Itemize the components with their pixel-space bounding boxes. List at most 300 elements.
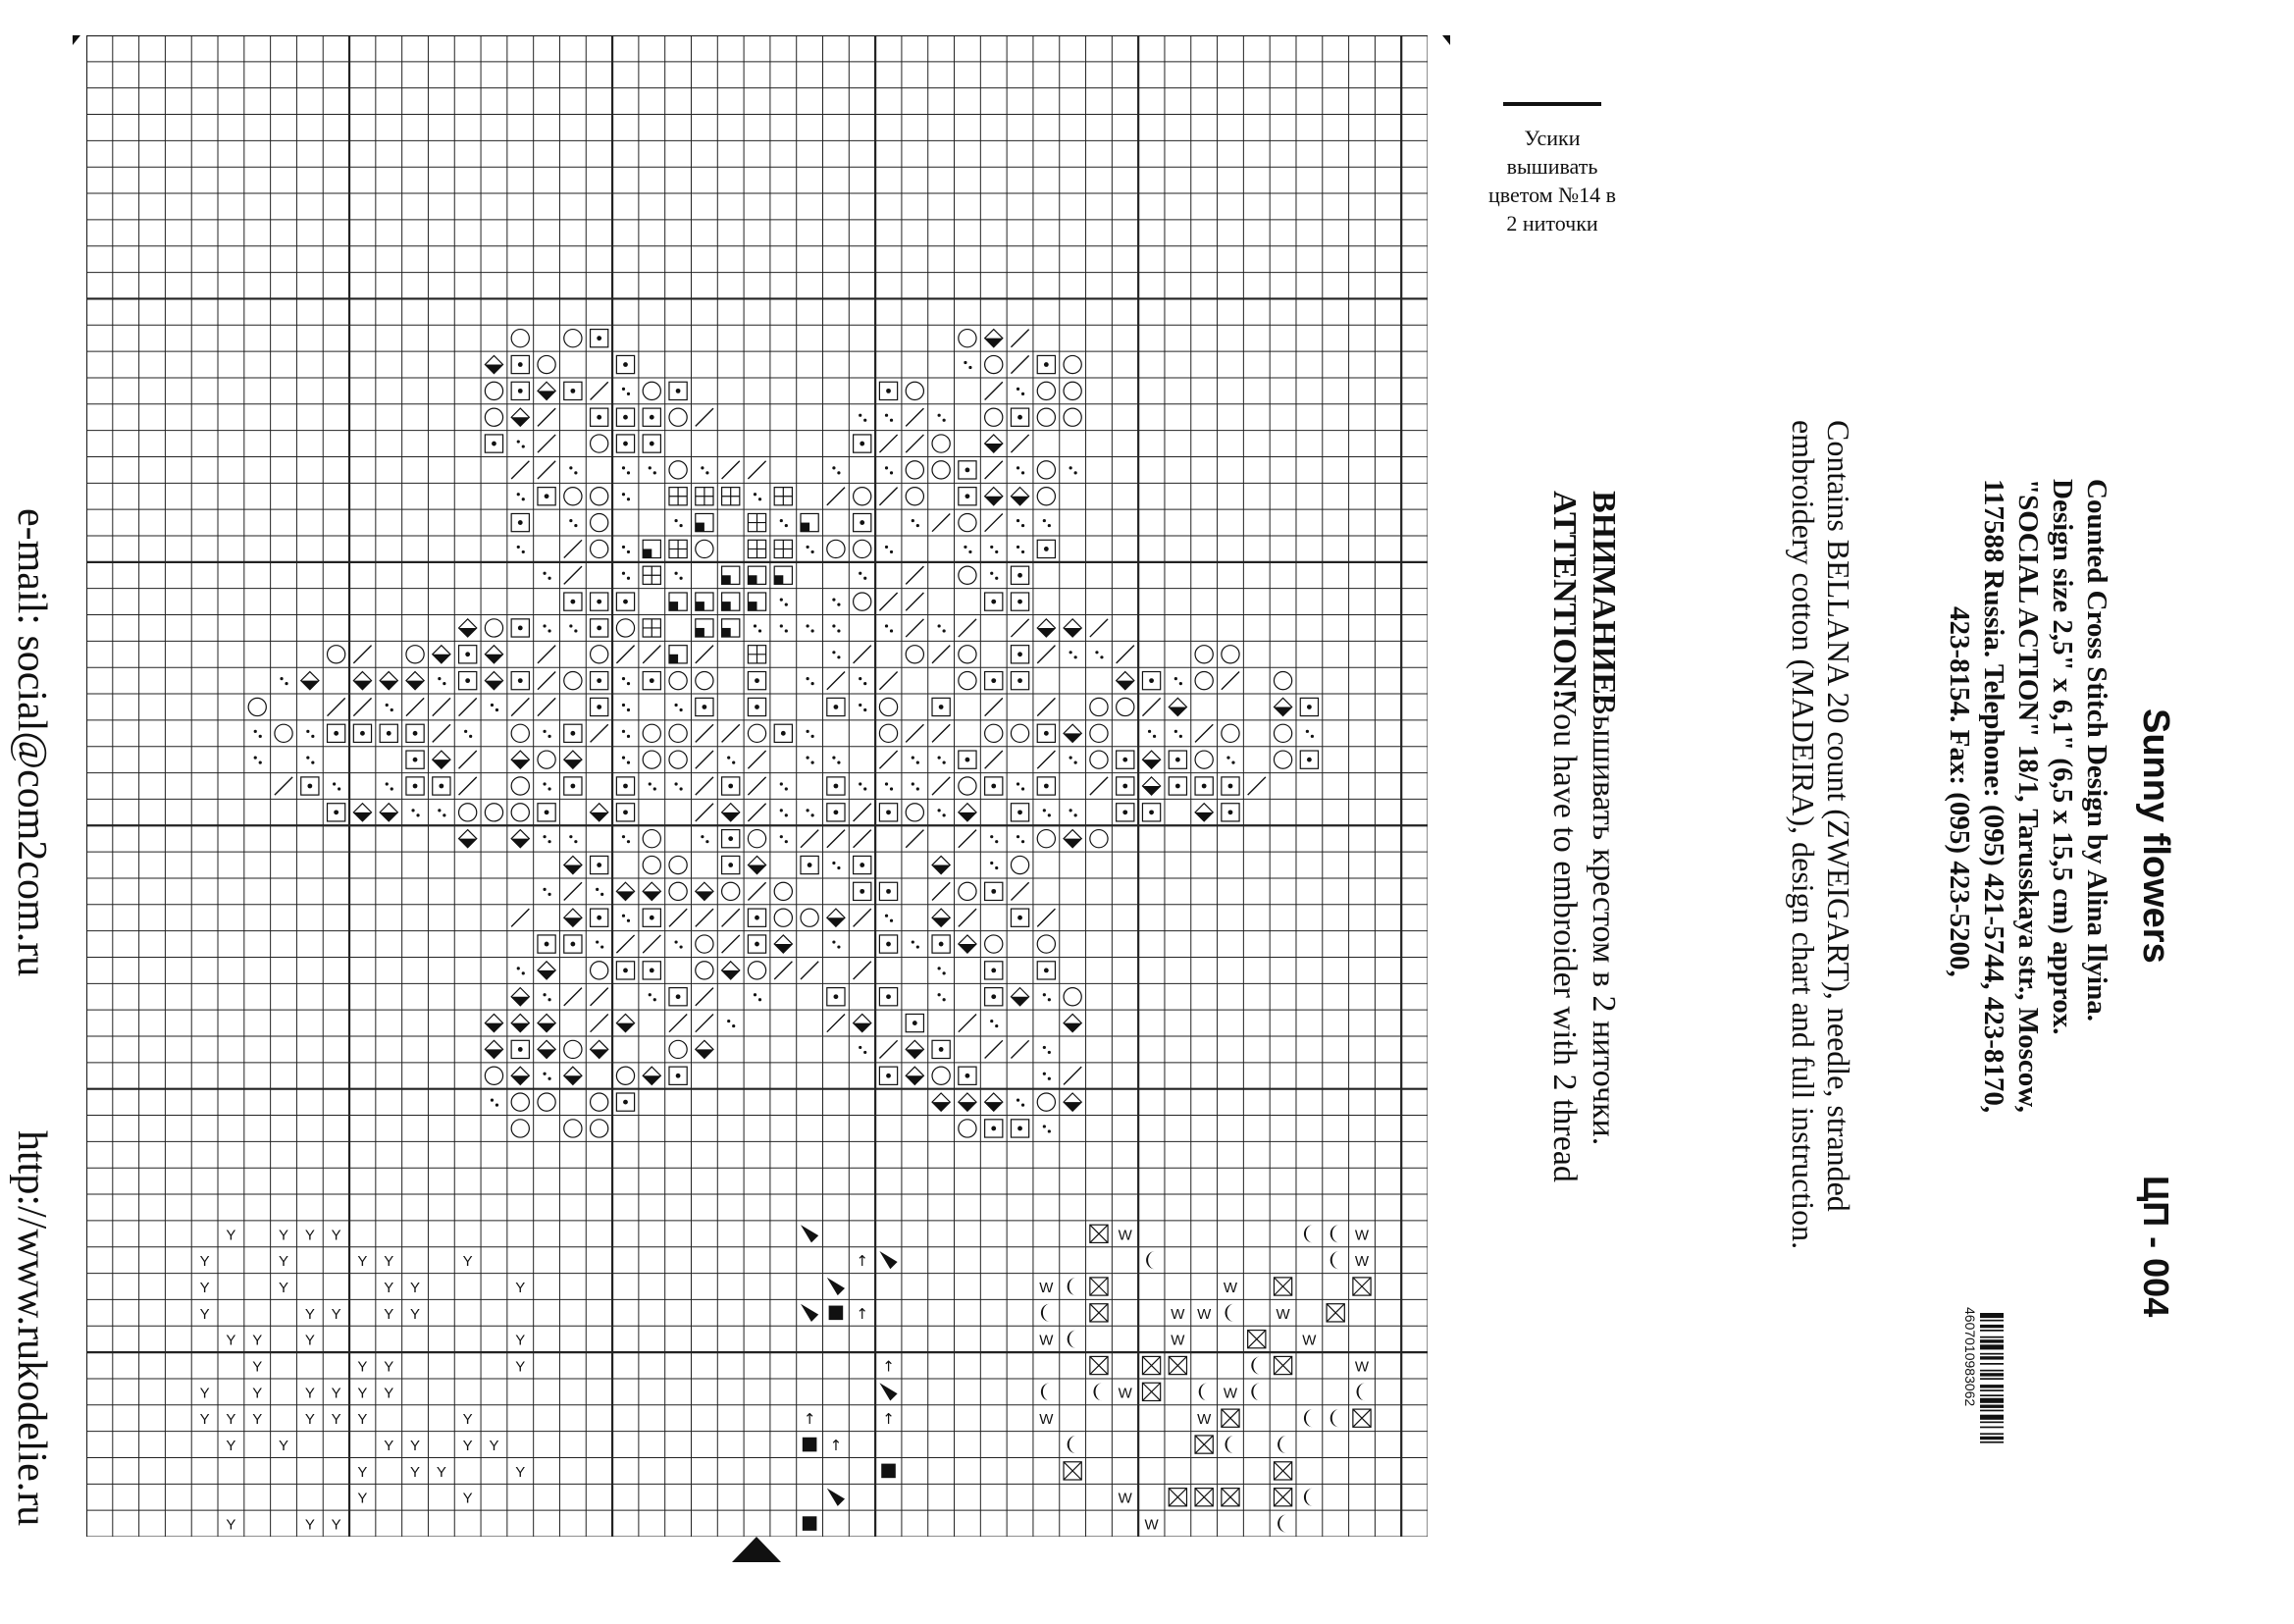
small-dot-symbol (938, 993, 941, 996)
small-dot-symbol (679, 708, 682, 711)
circle-symbol (827, 540, 845, 557)
circle-symbol (669, 672, 687, 690)
small-dot-symbol (863, 1051, 866, 1054)
diamond-symbol (538, 1049, 555, 1058)
dot-square-symbol (439, 784, 443, 789)
slash-symbol (906, 566, 923, 584)
small-dot-symbol (832, 862, 835, 864)
small-dot-symbol (754, 493, 756, 496)
check-symbol (879, 1383, 897, 1400)
slash-symbol (459, 751, 477, 768)
slash-symbol (748, 804, 765, 821)
circle-symbol (906, 382, 923, 399)
small-dot-symbol (653, 787, 656, 790)
circle-symbol (643, 830, 660, 848)
dot-square-symbol (860, 889, 864, 894)
barcode-bar (1980, 1441, 2004, 1443)
attention-ru-text: Вышивать крестом в 2 ниточки. (1586, 693, 1622, 1146)
quarter-symbol (643, 549, 652, 557)
slash-symbol (854, 804, 871, 821)
small-dot-symbol (885, 546, 888, 549)
info-line: Design size 2,5" x 6,1" (6,5 x 15,5 cm) approx. (2047, 479, 2078, 1035)
small-dot-symbol (912, 757, 914, 760)
slash-symbol (932, 882, 950, 900)
small-dot-symbol (547, 840, 550, 843)
small-dot-symbol (547, 577, 550, 580)
small-dot-symbol (964, 546, 966, 549)
circle-symbol (643, 382, 660, 399)
dot-square-symbol (465, 652, 470, 656)
slash-symbol (985, 751, 1003, 768)
slash-symbol (696, 988, 713, 1006)
small-dot-symbol (837, 945, 840, 948)
slash-symbol (564, 988, 582, 1006)
small-dot-symbol (679, 945, 682, 948)
diamond-symbol (1169, 707, 1186, 715)
check-symbol (879, 1251, 897, 1269)
circle-symbol (985, 355, 1003, 373)
small-dot-symbol (995, 550, 998, 553)
circle-symbol (801, 909, 818, 926)
small-dot-symbol (785, 787, 788, 790)
slash-symbol (906, 408, 923, 426)
diamond-symbol (485, 365, 502, 374)
check-symbol (827, 1489, 845, 1506)
info-line: 117588 Russia. Telephone: (095) 421-5744, 423-8170, (1978, 479, 2009, 1114)
chart-grid-svg (86, 35, 1428, 1537)
crescent-symbol (1251, 1383, 1260, 1400)
dot-square-symbol (1122, 810, 1127, 814)
small-dot-symbol (491, 704, 494, 707)
small-dot-symbol (622, 915, 625, 917)
small-dot-symbol (627, 735, 630, 738)
circle-symbol (591, 1120, 608, 1137)
circle-symbol (985, 724, 1003, 742)
dot-square-symbol (545, 942, 549, 947)
slash-symbol (1011, 619, 1028, 637)
y-symbol: Y (489, 1438, 499, 1455)
dot-square-symbol (755, 705, 759, 709)
small-dot-symbol (780, 519, 783, 522)
w-symbol: W (1197, 1305, 1212, 1323)
small-dot-symbol (522, 498, 525, 500)
small-dot-symbol (306, 730, 309, 733)
slash-symbol (985, 461, 1003, 479)
small-dot-symbol (622, 388, 625, 391)
circle-symbol (959, 882, 976, 900)
diamond-symbol (722, 970, 740, 979)
small-dot-symbol (1017, 519, 1019, 522)
plus-square-symbol (748, 540, 765, 557)
small-dot-symbol (543, 572, 546, 575)
small-dot-symbol (938, 414, 941, 417)
circle-symbol (959, 513, 976, 531)
small-dot-symbol (1069, 809, 1072, 812)
small-dot-symbol (1017, 546, 1019, 549)
crescent-symbol (1041, 1304, 1050, 1322)
info-line: "SOCIAL ACTION" 18/1, Tarusskaya str., Moscow, (2012, 479, 2044, 1113)
slash-symbol (459, 698, 477, 715)
small-dot-symbol (943, 813, 946, 816)
slash-symbol (722, 724, 740, 742)
attention-ru-label: ВНИМАНИЕ! (1586, 491, 1622, 707)
diamond-symbol (1064, 733, 1081, 742)
small-dot-symbol (1043, 1046, 1046, 1049)
small-dot-symbol (785, 629, 788, 632)
dot-square-symbol (991, 968, 996, 972)
arrow-symbol: ↑ (882, 1357, 895, 1376)
small-dot-symbol (280, 677, 283, 680)
dot-square-symbol (860, 863, 864, 867)
small-dot-symbol (1074, 761, 1077, 764)
small-dot-symbol (1174, 730, 1177, 733)
y-symbol: Y (515, 1463, 526, 1481)
plus-square-symbol (669, 540, 687, 557)
circle-symbol (591, 540, 608, 557)
slash-symbol (854, 909, 871, 926)
note-line: цветом №14 в (1487, 183, 1616, 207)
w-symbol: W (1039, 1280, 1054, 1296)
circle-symbol (1195, 672, 1213, 690)
design-info (1942, 479, 2113, 1113)
small-dot-symbol (964, 361, 966, 364)
quarter-symbol (722, 628, 731, 637)
y-symbol: Y (331, 1305, 341, 1323)
barcode-bar (1980, 1330, 2004, 1332)
y-symbol: Y (279, 1227, 289, 1244)
small-dot-symbol (780, 782, 783, 785)
circle-symbol (1117, 698, 1134, 715)
dot-square-symbol (755, 942, 759, 947)
diamond-symbol (906, 1075, 923, 1084)
dot-square-symbol (886, 810, 891, 814)
circle-symbol (1064, 382, 1081, 399)
diamond-symbol (511, 1023, 529, 1032)
small-dot-symbol (543, 835, 546, 838)
dot-square-symbol (623, 810, 628, 814)
slash-symbol (827, 488, 845, 505)
arrow-symbol: ↑ (803, 1410, 816, 1429)
small-dot-symbol (811, 550, 814, 553)
quarter-symbol (748, 602, 756, 610)
small-dot-symbol (1021, 787, 1024, 790)
arrow-symbol: ↑ (829, 1437, 843, 1455)
plus-square-symbol (722, 488, 740, 505)
diamond-symbol (1195, 812, 1213, 821)
diamond-symbol (932, 917, 950, 926)
small-dot-symbol (333, 782, 336, 785)
diamond-symbol (985, 444, 1003, 452)
slash-symbol (328, 698, 345, 715)
slash-symbol (353, 698, 371, 715)
slash-symbol (879, 672, 897, 690)
diamond-symbol (511, 760, 529, 768)
small-dot-symbol (438, 677, 441, 680)
dot-square-symbol (623, 784, 628, 789)
small-dot-symbol (938, 757, 941, 760)
y-symbol: Y (279, 1438, 289, 1455)
small-dot-symbol (990, 546, 993, 549)
small-dot-symbol (832, 940, 835, 943)
diamond-symbol (696, 891, 713, 900)
slash-symbol (591, 1014, 608, 1031)
dot-square-symbol (860, 520, 864, 525)
small-dot-symbol (995, 866, 998, 869)
slash-symbol (433, 698, 450, 715)
crescent-symbol (1304, 1489, 1313, 1506)
dot-square-symbol (545, 494, 549, 498)
circle-symbol (959, 566, 976, 584)
small-dot-symbol (627, 761, 630, 764)
y-symbol: Y (304, 1411, 315, 1429)
x-square-symbol (1274, 1278, 1291, 1295)
small-dot-symbol (727, 1020, 730, 1022)
circle-symbol (959, 672, 976, 690)
small-dot-symbol (569, 835, 572, 838)
dot-square-symbol (623, 442, 628, 446)
y-symbol: Y (384, 1385, 394, 1402)
diamond-symbol (906, 1049, 923, 1058)
barcode-bar (1980, 1378, 2004, 1380)
dot-square-symbol (597, 336, 601, 341)
diamond-symbol (485, 681, 502, 690)
diamond-symbol (301, 681, 319, 690)
x-square-symbol (1274, 1489, 1291, 1506)
slash-symbol (696, 909, 713, 926)
y-symbol: Y (304, 1385, 315, 1402)
small-dot-symbol (254, 757, 257, 760)
small-dot-symbol (859, 677, 861, 680)
diamond-symbol (1117, 681, 1134, 690)
barcode-bar (1980, 1325, 2004, 1328)
dot-square-symbol (939, 705, 944, 709)
diamond-symbol (511, 839, 529, 848)
circle-symbol (985, 408, 1003, 426)
diamond-symbol (564, 865, 582, 874)
slash-symbol (1142, 698, 1160, 715)
crescent-symbol (1330, 1251, 1339, 1269)
barcode (1960, 1305, 2006, 1528)
slash-symbol (538, 408, 555, 426)
slash-symbol (827, 1014, 845, 1031)
barcode-bar (1980, 1415, 2004, 1420)
small-dot-symbol (811, 682, 814, 685)
dot-square-symbol (465, 678, 470, 683)
circle-symbol (564, 330, 582, 347)
small-dot-symbol (627, 550, 630, 553)
circle-symbol (959, 1120, 976, 1137)
barcode-bar (1980, 1437, 2004, 1440)
slash-symbol (1011, 330, 1028, 347)
diamond-symbol (1011, 497, 1028, 505)
dot-square-symbol (965, 1074, 970, 1078)
barcode-digits: 4607010983062 (1962, 1307, 1978, 1407)
slash-symbol (722, 461, 740, 479)
small-dot-symbol (569, 624, 572, 627)
check-symbol (801, 1304, 818, 1322)
circle-symbol (616, 619, 634, 637)
circle-symbol (511, 724, 529, 742)
circle-symbol (748, 962, 765, 979)
circle-symbol (406, 646, 424, 663)
dot-square-symbol (650, 678, 654, 683)
circle-symbol (564, 1120, 582, 1137)
crescent-symbol (1251, 1356, 1260, 1374)
w-symbol: W (1223, 1385, 1238, 1402)
slash-symbol (564, 882, 582, 900)
small-dot-symbol (785, 840, 788, 843)
small-dot-symbol (259, 735, 262, 738)
crescent-symbol (1093, 1383, 1102, 1400)
circle-symbol (906, 461, 923, 479)
small-dot-symbol (627, 840, 630, 843)
small-dot-symbol (807, 730, 809, 733)
dot-square-symbol (886, 389, 891, 393)
small-dot-symbol (653, 471, 656, 474)
small-dot-symbol (622, 493, 625, 496)
circle-symbol (459, 804, 477, 821)
dot-square-symbol (1017, 415, 1022, 420)
small-dot-symbol (1017, 466, 1019, 469)
diamond-symbol (1142, 760, 1160, 768)
dot-square-symbol (1044, 362, 1049, 367)
circle-symbol (511, 1093, 529, 1111)
circle-symbol (696, 672, 713, 690)
dot-square-symbol (991, 784, 996, 789)
slash-symbol (827, 672, 845, 690)
y-symbol: Y (331, 1411, 341, 1429)
dot-square-symbol (545, 810, 549, 814)
circle-symbol (1195, 751, 1213, 768)
slash-symbol (879, 751, 897, 768)
solid-square-symbol (829, 1306, 844, 1321)
small-dot-symbol (443, 813, 445, 816)
y-symbol: Y (226, 1516, 236, 1534)
plus-square-symbol (669, 488, 687, 505)
slash-symbol (801, 830, 818, 848)
slash-symbol (564, 566, 582, 584)
small-dot-symbol (674, 782, 677, 785)
barcode-bar (1980, 1394, 2004, 1396)
small-dot-symbol (885, 782, 888, 785)
circle-symbol (485, 1067, 502, 1084)
center-triangle-icon (732, 1537, 781, 1562)
small-dot-symbol (547, 998, 550, 1001)
slash-symbol (722, 909, 740, 926)
small-dot-symbol (807, 546, 809, 549)
circle-symbol (959, 646, 976, 663)
slash-symbol (1011, 355, 1028, 373)
slash-symbol (643, 935, 660, 953)
slash-symbol (906, 593, 923, 610)
diamond-symbol (827, 917, 845, 926)
dot-square-symbol (1175, 784, 1180, 789)
quarter-symbol (669, 655, 678, 663)
small-dot-symbol (1179, 735, 1182, 738)
small-dot-symbol (885, 915, 888, 917)
dot-square-symbol (334, 810, 339, 814)
small-dot-symbol (1153, 735, 1156, 738)
small-dot-symbol (995, 1024, 998, 1027)
dot-square-symbol (728, 863, 733, 867)
small-dot-symbol (811, 735, 814, 738)
small-dot-symbol (622, 704, 625, 707)
barcode-bar (1980, 1353, 2004, 1355)
circle-symbol (485, 619, 502, 637)
small-dot-symbol (391, 708, 393, 711)
circle-symbol (722, 882, 740, 900)
quarter-symbol (696, 628, 704, 637)
small-dot-symbol (832, 624, 835, 627)
crescent-symbol (1304, 1225, 1313, 1242)
diamond-symbol (1064, 628, 1081, 637)
quarter-symbol (696, 602, 704, 610)
small-dot-symbol (517, 493, 520, 496)
circle-symbol (538, 1093, 555, 1111)
slash-symbol (748, 777, 765, 795)
small-dot-symbol (438, 809, 441, 812)
small-dot-symbol (785, 603, 788, 606)
small-dot-symbol (596, 940, 599, 943)
small-dot-symbol (701, 466, 704, 469)
y-symbol: Y (199, 1385, 210, 1402)
small-dot-symbol (811, 629, 814, 632)
x-square-symbol (1195, 1436, 1213, 1453)
diamond-symbol (643, 1075, 660, 1084)
dot-square-symbol (728, 784, 733, 789)
slash-symbol (879, 435, 897, 452)
small-dot-symbol (547, 1077, 550, 1080)
y-symbol: Y (462, 1490, 473, 1507)
small-dot-symbol (574, 629, 577, 632)
dot-square-symbol (755, 916, 759, 920)
w-symbol: W (1276, 1305, 1290, 1323)
small-dot-symbol (649, 993, 652, 996)
small-dot-symbol (705, 471, 708, 474)
small-dot-symbol (622, 730, 625, 733)
small-dot-symbol (1048, 524, 1051, 527)
circle-symbol (774, 909, 792, 926)
y-symbol: Y (384, 1253, 394, 1271)
small-dot-symbol (1021, 393, 1024, 395)
dot-square-symbol (1122, 758, 1127, 762)
small-dot-symbol (338, 787, 340, 790)
small-dot-symbol (517, 546, 520, 549)
small-dot-symbol (543, 1073, 546, 1075)
small-dot-symbol (837, 761, 840, 764)
circle-symbol (1090, 724, 1108, 742)
contents-line: Contains BELLANA 20 count (ZWEIGART), needle, stranded (1821, 420, 1856, 1212)
small-dot-symbol (547, 735, 550, 738)
small-dot-symbol (1048, 998, 1051, 1001)
small-dot-symbol (807, 677, 809, 680)
circle-symbol (959, 330, 976, 347)
dot-square-symbol (965, 467, 970, 472)
small-dot-symbol (885, 466, 888, 469)
circle-symbol (1037, 382, 1055, 399)
small-dot-symbol (785, 813, 788, 816)
slash-symbol (1222, 672, 1239, 690)
small-dot-symbol (569, 519, 572, 522)
dot-square-symbol (570, 784, 575, 789)
slash-symbol (854, 962, 871, 979)
x-square-symbol (1248, 1331, 1266, 1348)
diamond-symbol (1011, 997, 1028, 1006)
circle-symbol (879, 698, 897, 715)
slash-symbol (1011, 1040, 1028, 1058)
slash-symbol (1248, 777, 1266, 795)
circle-symbol (591, 646, 608, 663)
